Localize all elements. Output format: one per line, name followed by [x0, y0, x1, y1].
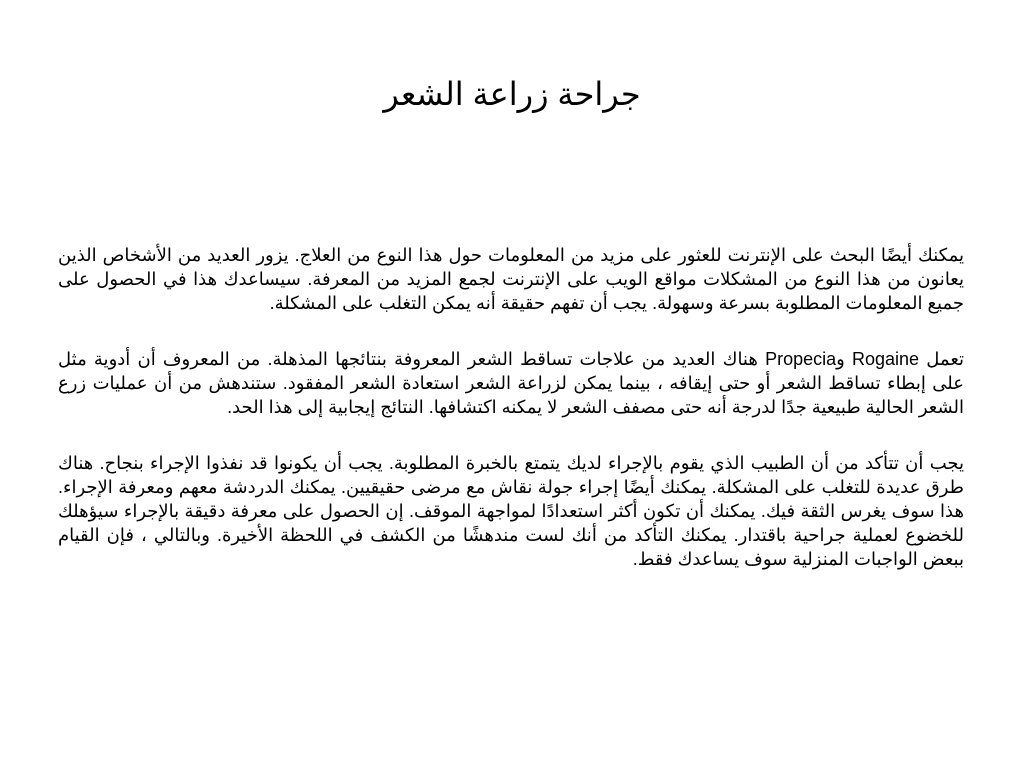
paragraph-2: تعمل Rogaine وPropecia هناك العديد من علاجات تساقط الشعر المعروفة بنتائجها المذهلة. من المعروف أن أدوية مثل على إبطاء تساقط الشعر أو حتى إيقافه ، بينما يمكن لزراعة الشعر استعادة الشعر المفقود. ستندهش من أن عمليات زرع الشعر الحالية طبيعية جدًا لدرجة أنه حتى مصفف الشعر لا يمكنه اكتشافها. النتائج إيجابية إلى هذا الحد. — [58, 349, 965, 417]
slide-title: جراحة زراعة الشعر — [383, 76, 641, 112]
slide-body — [58, 243, 964, 603]
paragraph-1: يمكنك أيضًا البحث على الإنترنت للعثور على مزيد من المعلومات حول هذا النوع من العلاج. يزور العديد من الأشخاص الذين يعانون من هذا النوع من المشكلات مواقع الويب على الإنترنت لجمع المزيد من المعرفة. سيساعدك هذا في الحصول على جميع المعلومات المطلوبة بسرعة وسهولة. يجب أن تفهم حقيقة أنه يمكن التغلب على المشكلة. — [58, 245, 964, 313]
paragraph-3: يجب أن تتأكد من أن الطبيب الذي يقوم بالإجراء لديك يتمتع بالخبرة المطلوبة. يجب أن يكونوا قد نفذوا الإجراء بنجاح. هناك طرق عديدة للتغلب على المشكلة. يمكنك أيضًا إجراء جولة نقاش مع مرضى حقيقيين. يمكنك الدردشة معهم ومعرفة الإجراء. هذا سوف يغرس الثقة فيك. يمكنك أن تكون أكثر استعدادًا لمواجهة الموقف. إن الحصول على معرفة دقيقة بالإجراء سيؤهلك للخضوع لعملية جراحية باقتدار. يمكنك التأكد من أنك لست مندهشًا من الكشف في اللحظة الأخيرة. وبالتالي ، فإن القيام ببعض الواجبات المنزلية سوف يساعدك فقط. — [58, 453, 964, 569]
